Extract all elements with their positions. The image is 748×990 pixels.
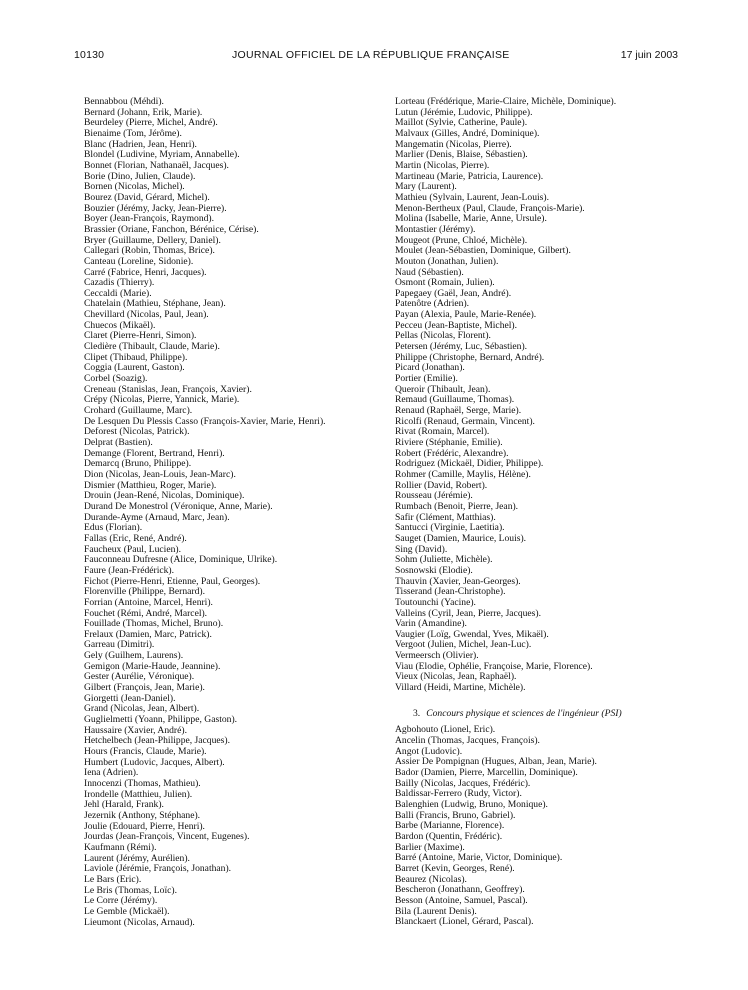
list-item: Humbert (Ludovic, Jacques, Albert). — [84, 756, 225, 768]
list-item: Mouton (Jonathan, Julien). — [395, 255, 499, 267]
list-item: Crohard (Guillaume, Marc). — [84, 405, 193, 417]
list-item: Santucci (Virginie, Laetitia). — [395, 522, 505, 534]
list-item: Innocenzi (Thomas, Mathieu). — [84, 778, 201, 789]
list-item: Rollier (David, Robert). — [395, 479, 488, 491]
list-item: Malvaux (Gilles, André, Dominique). — [395, 127, 540, 139]
list-item: Demange (Florent, Bertrand, Henri). — [84, 447, 225, 459]
list-item: Barbe (Marianne, Florence). — [395, 820, 505, 832]
list-item: Crépy (Nicolas, Pierre, Yannick, Marie). — [84, 394, 240, 406]
list-item: Bardon (Quentin, Frédéric). — [395, 830, 503, 842]
right-column-list-top — [395, 97, 685, 694]
list-item: Balenghien (Ludwig, Bruno, Monique). — [395, 799, 548, 810]
list-item: Ancelin (Thomas, Jacques, François). — [395, 735, 540, 747]
list-item: Menon-Bertheux (Paul, Claude, François-Marie). — [395, 202, 585, 214]
list-item: Giorgetti (Jean-Daniel). — [84, 692, 176, 704]
list-item: Durand De Monestrol (Véronique, Anne, Marie). — [84, 500, 273, 512]
page-number: 10130 — [74, 49, 105, 61]
list-item: Faure (Jean-Frédérick). — [84, 564, 175, 576]
list-item: Viau (Elodie, Ophélie, Françoise, Marie, Florence). — [395, 660, 593, 672]
list-item: Cledière (Thibault, Claude, Marie). — [84, 341, 220, 353]
list-item: Edus (Florian). — [84, 522, 143, 534]
list-item: Fouchet (Rémi, André, Marcel). — [84, 607, 208, 619]
list-item: Vermeersch (Olivier). — [395, 650, 479, 662]
list-item: Gemigon (Marie-Haude, Jeannine). — [84, 660, 221, 672]
list-item: Blanckaert (Lionel, Gérard, Pascal). — [395, 916, 534, 928]
list-item: Martin (Nicolas, Pierre). — [395, 159, 490, 171]
list-item: Patenôtre (Adrien). — [395, 298, 470, 310]
publication-date: 17 juin 2003 — [620, 49, 678, 61]
list-item: Barlier (Maxime). — [395, 841, 465, 853]
list-item: Blondel (Ludivine, Myriam, Annabelle). — [84, 149, 240, 161]
list-item: Sosnowski (Elodie). — [395, 564, 473, 576]
list-item: Agbohouto (Lionel, Eric). — [395, 724, 496, 736]
list-item: Papegaey (Gaël, Jean, André). — [395, 287, 512, 299]
list-item: Osmont (Romain, Julien). — [395, 277, 495, 289]
list-item: Villard (Heidi, Martine, Michèle). — [395, 682, 526, 694]
list-item: Barré (Antoine, Marie, Victor, Dominique). — [395, 852, 563, 864]
section-title: Concours physique et sciences de l'ingénieur (PSI) — [426, 707, 622, 719]
list-item: Gely (Guilhem, Laurens). — [84, 650, 184, 662]
list-item: Gilbert (François, Jean, Marie). — [84, 682, 205, 694]
list-item: Rousseau (Jérémie). — [395, 490, 473, 502]
list-item: Bennabbou (Méhdi). — [84, 96, 164, 107]
list-item: Chuecos (Mikaël). — [84, 319, 156, 331]
list-item: Ricolfi (Renaud, Germain, Vincent). — [395, 415, 535, 427]
list-item: Laviole (Jérémie, François, Jonathan). — [84, 863, 232, 875]
list-item: Borie (Dino, Julien, Claude). — [84, 170, 196, 182]
list-item: Clipet (Thibaud, Philippe). — [84, 351, 188, 363]
list-item: Mangematin (Nicolas, Pierre). — [395, 138, 512, 150]
list-item: Faucheux (Paul, Lucien). — [84, 543, 181, 555]
section-number: 3. — [413, 707, 421, 719]
list-item: Bador (Damien, Pierre, Marcellin, Dominique). — [395, 767, 578, 779]
list-item: Mathieu (Sylvain, Laurent, Jean-Louis). — [395, 191, 549, 203]
list-item: Jehl (Harald, Frank). — [84, 799, 164, 811]
list-item: Sohm (Juliette, Michèle). — [395, 554, 493, 566]
list-item: Moulet (Jean-Sébastien, Dominique, Gilbert). — [395, 245, 571, 257]
list-item: Toutounchi (Yacine). — [395, 596, 476, 608]
right-column-list-bottom — [395, 725, 685, 927]
list-item: Marlier (Denis, Blaise, Sébastien). — [395, 149, 528, 161]
list-item: Bourez (David, Gérard, Michel). — [84, 191, 210, 203]
list-item: Florenville (Philippe, Bernard). — [84, 586, 205, 598]
list-item: Vergoot (Julien, Michel, Jean-Luc). — [395, 639, 532, 651]
list-item: Boyer (Jean-François, Raymond). — [84, 213, 215, 225]
list-item: Balli (Francis, Bruno, Gabriel). — [395, 809, 516, 821]
list-item: Safir (Clément, Matthias). — [395, 511, 496, 523]
list-item: Sauget (Damien, Maurice, Louis). — [395, 532, 527, 544]
list-item: Le Corre (Jérémy). — [84, 895, 158, 907]
list-item: Demarcq (Bruno, Philippe). — [84, 458, 192, 470]
list-item: Naud (Sébastien). — [395, 266, 464, 278]
list-item: Bouzier (Jérémy, Jacky, Jean-Pierre). — [84, 202, 227, 214]
list-item: Sing (David). — [395, 543, 448, 555]
list-item: Le Bris (Thomas, Loïc). — [84, 884, 177, 896]
list-item: Picard (Jonathan). — [395, 362, 465, 374]
list-item: Fauconneau Dufresne (Alice, Dominique, Ulrike). — [84, 554, 278, 566]
list-item: Irondelle (Matthieu, Julien). — [84, 788, 193, 800]
list-item: Robert (Frédéric, Alexandre). — [395, 447, 509, 459]
list-item: Pellas (Nicolas, Florent). — [395, 330, 491, 342]
list-item: Rodriguez (Mickaël, Didier, Philippe). — [395, 458, 544, 470]
list-item: Blanc (Hadrien, Jean, Henri). — [84, 138, 197, 150]
list-item: Carré (Fabrice, Henri, Jacques). — [84, 266, 207, 278]
section-heading — [395, 709, 685, 720]
list-item: Le Gemble (Mickaël). — [84, 905, 170, 917]
list-item: Hetchelbech (Jean-Philippe, Jacques). — [84, 735, 230, 747]
list-item: Montastier (Jérémy). — [395, 223, 476, 235]
left-column — [84, 97, 384, 928]
list-item: Jezernik (Anthony, Stéphane). — [84, 809, 201, 821]
list-item: Riviere (Stéphanie, Emilie). — [395, 437, 503, 448]
list-item: Bornen (Nicolas, Michel). — [84, 181, 185, 193]
list-item: Varin (Amandine). — [395, 618, 467, 630]
list-item: Frelaux (Damien, Marc, Patrick). — [84, 628, 212, 640]
list-item: Fouillade (Thomas, Michel, Bruno). — [84, 618, 224, 630]
list-item: Laurent (Jérémy, Aurélien). — [84, 852, 190, 864]
list-item: Rivat (Romain, Marcel). — [395, 426, 490, 438]
list-item: Bila (Laurent Denis). — [395, 905, 477, 917]
list-item: Canteau (Loreline, Sidonie). — [84, 255, 194, 267]
list-item: Forrian (Antoine, Marcel, Henri). — [84, 596, 213, 608]
list-item: Baldissar-Ferrero (Rudy, Victor). — [395, 788, 522, 800]
list-item: Dismier (Matthieu, Roger, Marie). — [84, 479, 217, 491]
list-item: Petersen (Jérémy, Luc, Sébastien). — [395, 341, 528, 353]
list-item: Haussaire (Xavier, André). — [84, 724, 187, 736]
list-item: Thauvin (Xavier, Jean-Georges). — [395, 575, 521, 587]
list-item: Lieumont (Nicolas, Arnaud). — [84, 916, 195, 928]
list-item: Renaud (Raphaël, Serge, Marie). — [395, 405, 522, 417]
list-item: Callegari (Robin, Thomas, Brice). — [84, 245, 215, 257]
list-item: Remaud (Guillaume, Thomas). — [395, 394, 515, 406]
list-item: Cazadis (Thierry). — [84, 277, 155, 289]
list-item: Valleins (Cyril, Jean, Pierre, Jacques). — [395, 607, 541, 619]
list-item: Jourdas (Jean-François, Vincent, Eugenes). — [84, 831, 250, 843]
list-item: Le Bars (Eric). — [84, 873, 142, 885]
list-item: Vaugier (Loïg, Gwendal, Yves, Mikaël). — [395, 628, 549, 640]
list-item: Joulie (Edouard, Pierre, Henri). — [84, 820, 205, 832]
list-item: Rohmer (Camille, Maylis, Hélène). — [395, 468, 531, 480]
list-item: Beurdeley (Pierre, Michel, André). — [84, 117, 218, 129]
list-item: Pecceu (Jean-Baptiste, Michel). — [395, 319, 518, 331]
list-item: Rumbach (Benoit, Pierre, Jean). — [395, 500, 519, 512]
list-item: Barret (Kevin, Georges, René). — [395, 862, 515, 874]
list-item: Maillot (Sylvie, Catherine, Paule). — [395, 117, 528, 129]
list-item: Hours (Francis, Claude, Marie). — [84, 746, 207, 758]
list-item: Ceccaldi (Marie). — [84, 287, 152, 299]
list-item: Angot (Ludovic). — [395, 745, 463, 757]
list-item: Lutun (Jérémie, Ludovic, Philippe). — [395, 106, 533, 118]
list-item: Bonnet (Florian, Nathanaël, Jacques). — [84, 159, 229, 171]
list-item: Kaufmann (Rémi). — [84, 841, 157, 853]
list-item: Guglielmetti (Yoann, Philippe, Gaston). — [84, 714, 238, 726]
list-item: Chevillard (Nicolas, Paul, Jean). — [84, 309, 209, 321]
list-item: Philippe (Christophe, Bernard, André). — [395, 351, 545, 363]
list-item: Garreau (Dimitri). — [84, 639, 155, 651]
list-item: Molina (Isabelle, Marie, Anne, Ursule). — [395, 213, 547, 225]
list-item: Bienaime (Tom, Jérôme). — [84, 127, 182, 139]
list-item: Creneau (Stanislas, Jean, François, Xavier). — [84, 383, 252, 395]
journal-title: JOURNAL OFFICIEL DE LA RÉPUBLIQUE FRANÇAISE — [232, 49, 510, 61]
list-item: Portier (Emilie). — [395, 373, 458, 385]
list-item: De Lesquen Du Plessis Casso (François-Xavier, Marie, Henri). — [84, 415, 326, 427]
list-item: Lorteau (Frédérique, Marie-Claire, Michèle, Dominique). — [395, 96, 617, 107]
list-item: Gester (Aurélie, Véronique). — [84, 671, 195, 683]
list-item: Mary (Laurent). — [395, 181, 457, 193]
list-item: Queroir (Thibault, Jean). — [395, 383, 491, 395]
list-item: Beaurez (Nicolas). — [395, 873, 467, 885]
list-item: Besson (Antoine, Samuel, Pascal). — [395, 894, 528, 906]
list-item: Delprat (Bastien). — [84, 437, 153, 448]
list-item: Bryer (Guillaume, Dellery, Daniel). — [84, 234, 221, 246]
page-header — [0, 49, 748, 65]
list-item: Fichot (Pierre-Henri, Etienne, Paul, Georges). — [84, 575, 261, 587]
list-item: Iena (Adrien). — [84, 767, 139, 779]
list-item: Martineau (Marie, Patricia, Laurence). — [395, 170, 544, 182]
list-item: Deforest (Nicolas, Patrick). — [84, 426, 190, 438]
list-item: Tisserand (Jean-Christophe). — [395, 586, 506, 598]
list-item: Chatelain (Mathieu, Stéphane, Jean). — [84, 298, 226, 310]
list-item: Bailly (Nicolas, Jacques, Frédéric). — [395, 777, 531, 789]
list-item: Corbel (Soazig). — [84, 373, 148, 385]
list-item: Mougeot (Prune, Chloé, Michèle). — [395, 234, 528, 246]
list-item: Coggia (Laurent, Gaston). — [84, 362, 185, 374]
list-item: Brassier (Oriane, Fanchon, Bérénice, Cérise). — [84, 223, 259, 235]
right-column — [395, 97, 685, 928]
list-item: Fallas (Eric, René, André). — [84, 532, 187, 544]
list-item: Drouin (Jean-René, Nicolas, Dominique). — [84, 490, 245, 502]
list-item: Assier De Pompignan (Hugues, Alban, Jean, Marie). — [395, 756, 597, 768]
list-item: Grand (Nicolas, Jean, Albert). — [84, 703, 200, 715]
list-item: Dion (Nicolas, Jean-Louis, Jean-Marc). — [84, 468, 236, 480]
list-item: Bernard (Johann, Erik, Marie). — [84, 106, 203, 118]
list-item: Claret (Pierre-Henri, Simon). — [84, 330, 197, 342]
list-item: Bescheron (Jonathann, Geoffrey). — [395, 884, 525, 896]
list-item: Durande-Ayme (Arnaud, Marc, Jean). — [84, 511, 230, 523]
list-item: Vieux (Nicolas, Jean, Raphaël). — [395, 671, 517, 683]
list-item: Payan (Alexia, Paule, Marie-Renée). — [395, 309, 537, 321]
